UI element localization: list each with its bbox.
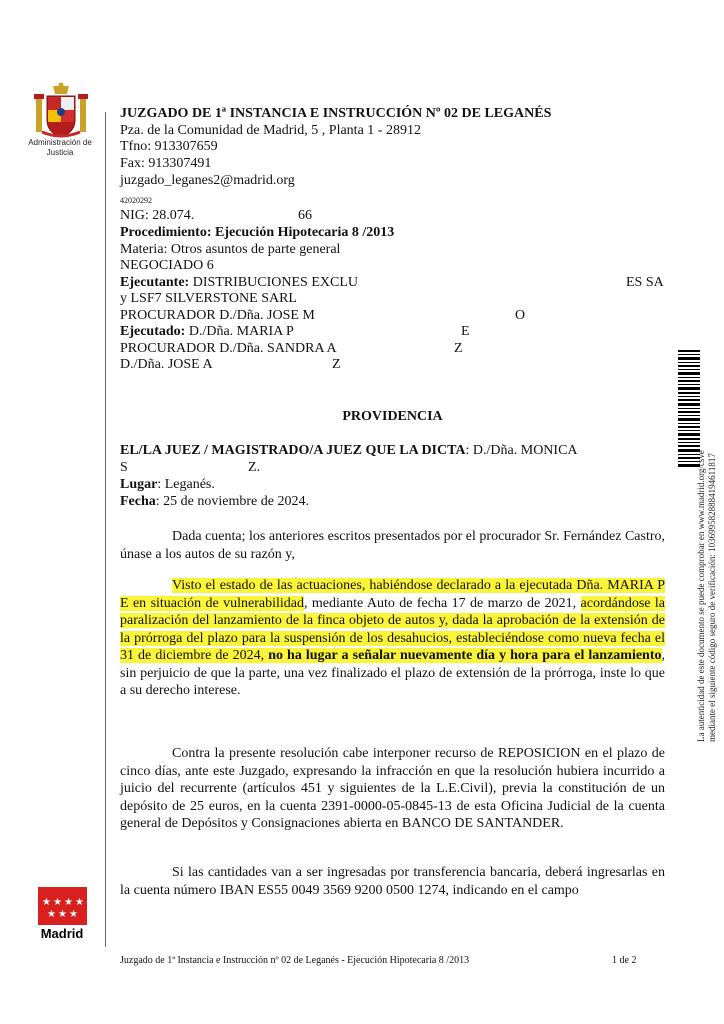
madrid-flag-logo xyxy=(38,887,87,925)
procurador1-name: PROCURADOR D./Dña. JOSE M xyxy=(120,308,315,323)
procurador2-line xyxy=(120,341,463,357)
p2-auto-date: mediante Auto de fecha 17 de marzo de 2021 xyxy=(311,595,573,611)
negociado-line: NEGOCIADO 6 xyxy=(120,258,214,273)
ejecutante-tail: ES SA xyxy=(626,275,664,290)
judge-line2-b: Z. xyxy=(248,460,261,475)
svg-text:★: ★ xyxy=(42,897,51,908)
paragraph-1: Dada cuenta; los anteriores escritos presentados por el procurador Sr. Fernández Castro, únase a los autos de su razón y, xyxy=(120,529,665,562)
p2-text-2: , xyxy=(572,595,581,611)
coat-of-arms-icon xyxy=(34,82,88,140)
svg-text:★: ★ xyxy=(47,909,56,920)
ejecutante-label: Ejecutante: xyxy=(120,275,190,290)
verification-line-2: mediante el siguiente código seguro de verificación: 1036995828884194611817 xyxy=(707,453,717,742)
p2-text-3: , sin perjuicio de que la parte, una vez finalizado el plazo de extensión de la prórroga, inste lo que a su derecho interese. xyxy=(120,648,666,698)
court-fax: Fax: 913307491 xyxy=(120,156,212,171)
document-title: PROVIDENCIA xyxy=(342,409,443,424)
court-phone: Tfno: 913307659 xyxy=(120,139,218,154)
procedure-line xyxy=(120,225,394,241)
court-name: JUZGADO DE 1ª INSTANCIA E INSTRUCCIÓN Nº 02 DE LEGANÉS xyxy=(120,106,552,121)
paragraph-2 xyxy=(120,577,665,700)
highlight-paralization: acordándose la paralización del lanzamiento de la finca objeto de autos y, dada la aprobación de la extensión de la prórroga del plazo para la suspensión de los desahucios, estableciéndose como nueva fecha el 31 de diciembre de 2024, xyxy=(120,595,666,663)
margin-divider xyxy=(105,112,106,947)
date-line xyxy=(120,494,309,510)
administracion-justicia-label: Administración de Justicia xyxy=(28,138,92,157)
place-label: Lugar xyxy=(120,477,158,492)
procurador1-tail: O xyxy=(515,308,526,323)
procurador2-name: PROCURADOR D./Dña. SANDRA A xyxy=(120,341,337,356)
ejecutante-value: DISTRIBUCIONES EXCLU xyxy=(192,275,358,290)
judge-value: : D./Dña. MONICA xyxy=(465,443,578,458)
verification-text xyxy=(696,450,718,742)
nig-label: NIG: 28.074. xyxy=(120,208,195,223)
judge-line xyxy=(120,442,665,460)
svg-text:★: ★ xyxy=(69,909,78,920)
svg-text:★: ★ xyxy=(58,909,67,920)
materia-line: Materia: Otros asuntos de parte general xyxy=(120,242,341,257)
paragraph-4: Si las cantidades van a ser ingresadas por transferencia bancaria, deberá ingresarlas en la cuenta número IBAN ES55 0049 3569 9200 0500 1274, indicando en el campo xyxy=(120,865,665,898)
ejecutado-label: Ejecutado: xyxy=(120,324,186,339)
highlight-vulnerability: Visto el estado de las actuaciones, habiéndose declarado a la ejecutada Dña. MARIA P E en situación de vulnerabilidad xyxy=(120,578,665,611)
date-value: : 25 de noviembre de 2024. xyxy=(155,494,309,509)
madrid-label: Madrid xyxy=(40,926,84,941)
ejecutado-value: D./Dña. MARIA P xyxy=(188,324,294,339)
procedure-label: Procedimiento: xyxy=(120,225,212,240)
procurador2-tail: Z xyxy=(454,341,463,356)
highlight-decision: no ha lugar a señalar nuevamente día y hora para el lanzamiento xyxy=(268,648,662,663)
date-label: Fecha xyxy=(120,494,156,509)
judge-line2 xyxy=(120,460,261,476)
stars-icon xyxy=(38,887,87,925)
court-code: 42020292 xyxy=(120,196,152,205)
nig-suffix: 66 xyxy=(298,208,312,223)
verification-line-1: La autenticidad de este documento se puede comprobar en www.madrid.org/csve xyxy=(696,450,706,742)
ejecutado-line xyxy=(120,324,470,340)
otro-line xyxy=(120,357,341,373)
court-email: juzgado_leganes2@madrid.org xyxy=(120,173,295,188)
ejecutado-tail: E xyxy=(461,324,470,339)
ejecutante-line2: y LSF7 SILVERSTONE SARL xyxy=(120,291,297,306)
otro-name: D./Dña. JOSE A xyxy=(120,357,213,372)
procedure-value: Ejecución Hipotecaria 8 /2013 xyxy=(215,225,395,240)
procurador1-line xyxy=(120,308,526,324)
p2-text-1: , xyxy=(304,595,312,611)
svg-text:★: ★ xyxy=(75,897,84,908)
otro-tail: Z xyxy=(332,357,341,372)
place-value: : Leganés. xyxy=(157,477,215,492)
paragraph-3: Contra la presente resolución cabe interponer recurso de REPOSICION en el plazo de cinco días, ante este Juzgado, expresando la infracción en que la resolución hubiera incurrido a juicio del recurrente (artículos 451 y siguientes de la L.E.Civil), previa la constitución de un depósito de 25 euros, en la cuenta 2391-0000-05-0845-13 de esta Oficina Judicial de la cuenta general de Depósitos y Consignaciones abierta en BANCO DE SANTANDER. xyxy=(120,746,665,831)
svg-text:★: ★ xyxy=(64,897,73,908)
nig-line xyxy=(120,208,312,224)
judge-line2-a: S xyxy=(120,460,128,475)
page-number: 1 de 2 xyxy=(612,955,637,966)
court-address: Pza. de la Comunidad de Madrid, 5 , Planta 1 - 28912 xyxy=(120,123,421,138)
judge-label: EL/LA JUEZ / MAGISTRADO/A JUEZ QUE LA DICTA xyxy=(120,443,466,458)
ejecutante-line xyxy=(120,275,664,291)
svg-text:★: ★ xyxy=(53,897,62,908)
footer-text: Juzgado de 1ª Instancia e Instrucción nº 02 de Leganés - Ejecución Hipotecaria 8 /2013 xyxy=(120,955,470,966)
place-line xyxy=(120,477,215,493)
